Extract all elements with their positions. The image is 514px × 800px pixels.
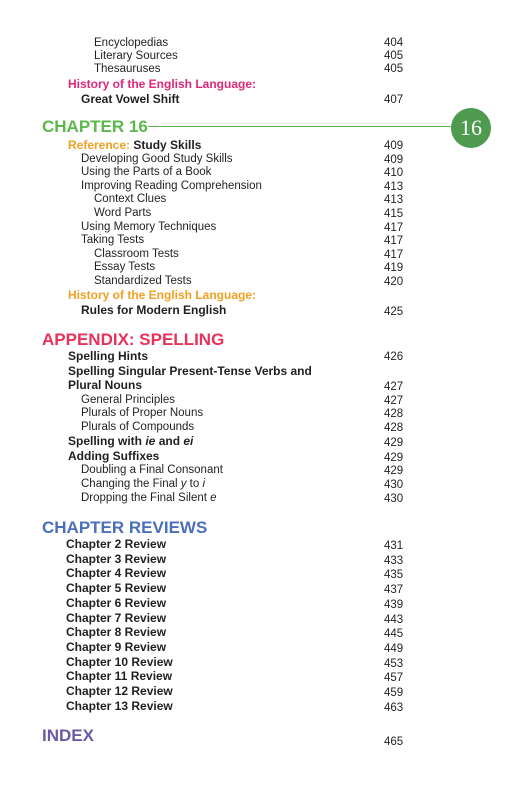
review-item-page: 453 — [384, 658, 404, 670]
label-part: ei — [183, 434, 194, 448]
toc-entry-label: General Principles — [81, 394, 175, 406]
review-item-page: 449 — [384, 643, 404, 655]
toc-entry-label: Developing Good Study Skills — [81, 153, 233, 165]
history-page: 425 — [384, 306, 404, 318]
toc-entry-label: Literary Sources — [94, 50, 178, 62]
index-page: 465 — [384, 736, 404, 748]
toc-entry-label: Plurals of Proper Nouns — [81, 407, 204, 419]
review-item-label: Chapter 2 Review — [66, 537, 167, 551]
toc-entry-page: 417 — [384, 235, 404, 247]
label-part: y — [180, 478, 187, 490]
toc-entry-label — [81, 491, 217, 506]
review-item-page: 439 — [384, 599, 404, 611]
toc-entry-page: 405 — [384, 63, 404, 75]
review-item-page: 435 — [384, 569, 404, 581]
toc-entry-page: 404 — [384, 37, 404, 49]
toc-entry-label: Doubling a Final Consonant — [81, 464, 223, 476]
toc-entry-label: Taking Tests — [81, 234, 145, 246]
toc-entry-page: 430 — [384, 479, 404, 491]
toc-entry-page: 405 — [384, 50, 404, 62]
chapter-16-heading: CHAPTER 16 — [42, 117, 148, 136]
history-title: Rules for Modern English — [81, 303, 227, 317]
toc-entry-label: Improving Reading Comprehension — [81, 180, 262, 192]
toc-entry-label: Adding Suffixes — [68, 449, 160, 463]
history-prefix: History of the English Language: — [68, 77, 257, 91]
review-item-label: Chapter 12 Review — [66, 684, 173, 698]
history-page: 407 — [384, 94, 404, 106]
toc-entry-label: Encyclopedias — [94, 37, 169, 49]
toc-entry-label: Thesauruses — [94, 63, 161, 75]
label-part: Spelling with — [68, 434, 146, 448]
review-item-page: 459 — [384, 687, 404, 699]
toc-entry-label: Plurals of Compounds — [81, 421, 195, 433]
toc-entry-label: Spelling Hints — [68, 349, 149, 363]
history-title: Great Vowel Shift — [81, 92, 180, 106]
toc-entry-page: 427 — [384, 395, 404, 407]
review-item-label: Chapter 9 Review — [66, 640, 167, 654]
label-part: i — [202, 478, 206, 490]
toc-entry-label: Context Clues — [94, 193, 167, 205]
toc-entry-page: 413 — [384, 181, 404, 193]
review-item-page: 433 — [384, 555, 404, 567]
review-item-page: 463 — [384, 702, 404, 714]
review-item-page: 437 — [384, 584, 404, 596]
toc-entry-page: 413 — [384, 194, 404, 206]
toc-entry-page: 417 — [384, 249, 404, 261]
appendix-heading: APPENDIX: SPELLING — [42, 330, 225, 349]
label-part: e — [210, 492, 217, 504]
review-item-page: 431 — [384, 540, 404, 552]
toc-entry-page: 429 — [384, 452, 404, 464]
chapter-reviews-heading: CHAPTER REVIEWS — [42, 518, 208, 537]
toc-entry-page: 429 — [384, 437, 404, 449]
toc-entry-label: Standardized Tests — [94, 275, 192, 287]
toc-entry-label: Using the Parts of a Book — [81, 166, 212, 178]
toc-entry-label: Spelling Singular Present-Tense Verbs and — [68, 364, 312, 378]
toc-entry-label: Word Parts — [94, 207, 152, 219]
toc-entry-page: 429 — [384, 465, 404, 477]
label-part: and — [155, 434, 184, 448]
toc-entry-page: 419 — [384, 262, 404, 274]
index-heading: INDEX — [42, 726, 94, 745]
review-item-label: Chapter 13 Review — [66, 699, 173, 713]
toc-entry-label — [68, 434, 193, 449]
review-item-label: Chapter 4 Review — [66, 566, 167, 580]
toc-entry-label: Essay Tests — [94, 261, 156, 273]
review-item-page: 457 — [384, 672, 404, 684]
toc-entry-label: Plural Nouns — [68, 378, 143, 392]
reference-page: 409 — [384, 140, 404, 152]
toc-entry-page: 428 — [384, 422, 404, 434]
review-item-label: Chapter 6 Review — [66, 596, 167, 610]
review-item-label: Chapter 11 Review — [66, 669, 173, 683]
reference-prefix: Reference: — [68, 138, 131, 152]
chapter-number-badge: 16 — [451, 108, 491, 148]
toc-entry-page: 420 — [384, 276, 404, 288]
review-item-label: Chapter 7 Review — [66, 611, 167, 625]
history-prefix: History of the English Language: — [68, 288, 257, 302]
toc-entry-label: Classroom Tests — [94, 248, 179, 260]
label-part: Changing the Final — [81, 478, 181, 490]
toc-entry-page: 415 — [384, 208, 404, 220]
review-item-label: Chapter 8 Review — [66, 625, 167, 639]
toc-entry-page: 430 — [384, 493, 404, 505]
toc-entry-page: 426 — [384, 351, 404, 363]
toc-entry-page: 428 — [384, 408, 404, 420]
toc-entry-label — [81, 477, 205, 492]
chapter-rule — [148, 126, 464, 127]
review-item-label: Chapter 3 Review — [66, 552, 167, 566]
label-part: ie — [145, 434, 156, 448]
label-part: to — [186, 478, 203, 490]
toc-entry-label: Using Memory Techniques — [81, 221, 217, 233]
review-item-page: 443 — [384, 614, 404, 626]
review-item-page: 445 — [384, 628, 404, 640]
toc-entry-page: 417 — [384, 222, 404, 234]
label-part: Dropping the Final Silent — [81, 492, 211, 504]
toc-entry-page: 410 — [384, 167, 404, 179]
reference-line — [68, 138, 201, 153]
review-item-label: Chapter 5 Review — [66, 581, 167, 595]
review-item-label: Chapter 10 Review — [66, 655, 173, 669]
toc-entry-page: 427 — [384, 381, 404, 393]
reference-title: Study Skills — [133, 138, 202, 152]
toc-entry-page: 409 — [384, 154, 404, 166]
